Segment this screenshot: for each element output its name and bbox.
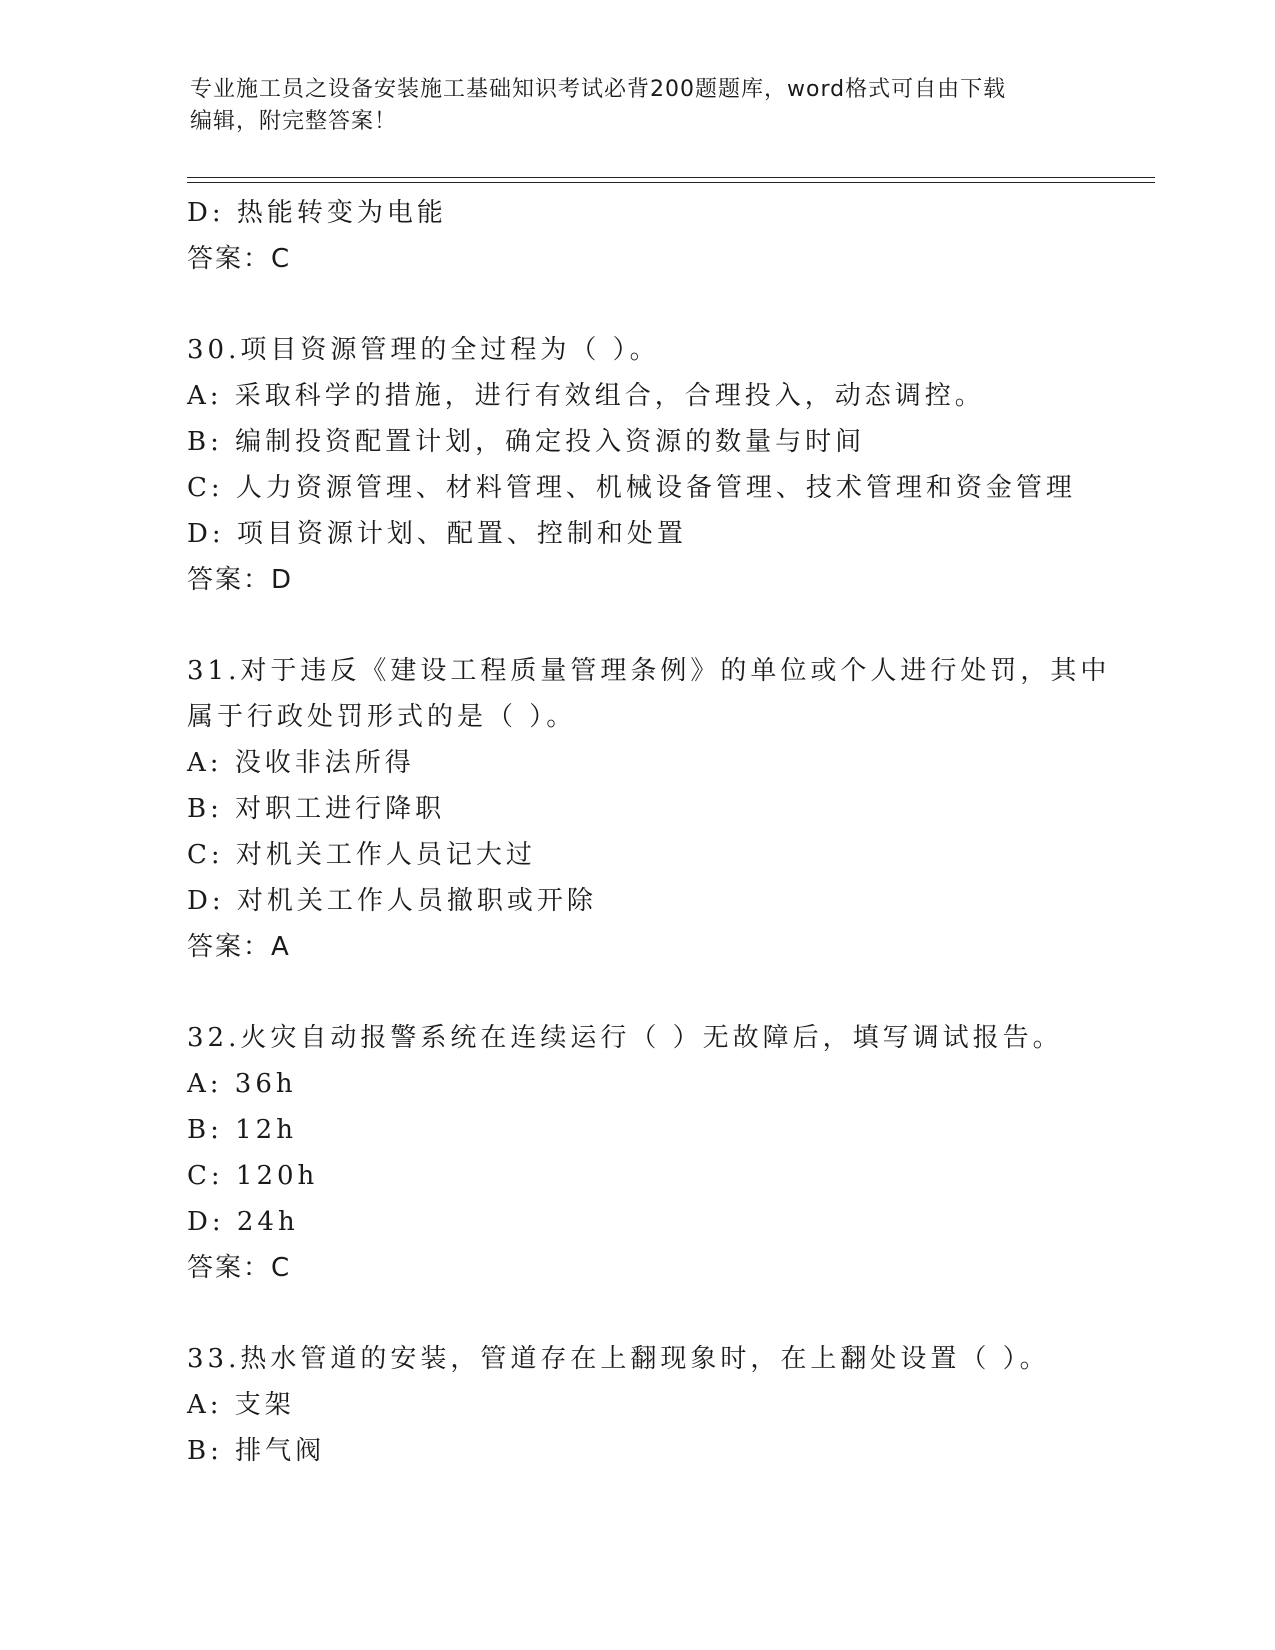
question-32	[187, 1015, 1087, 1291]
question-stem: 33.热水管道的安装，管道存在上翻现象时，在上翻处设置（ ）。	[187, 1344, 1050, 1374]
question-30	[187, 327, 1087, 603]
header-divider-bottom	[187, 182, 1155, 183]
question-33	[187, 1336, 1087, 1474]
document-header	[190, 74, 1090, 138]
option-b: B: 12h	[187, 1115, 297, 1145]
option-b: B: 排气阀	[187, 1436, 326, 1466]
question-stem: 32.火灾自动报警系统在连续运行（ ）无故障后，填写调试报告。	[187, 1023, 1063, 1053]
option-c: C: 人力资源管理、材料管理、机械设备管理、技术管理和资金管理	[187, 473, 1076, 503]
option-a: A: 没收非法所得	[187, 748, 415, 778]
question-stem-continued: 属于行政处罚形式的是（ ）。	[187, 702, 577, 732]
option-d: D: 热能转变为电能	[187, 198, 447, 228]
option-d: D: 对机关工作人员撤职或开除	[187, 886, 597, 916]
option-a: A: 采取科学的措施，进行有效组合，合理投入，动态调控。	[187, 381, 985, 411]
option-c: C: 120h	[187, 1161, 319, 1191]
option-a: A: 36h	[187, 1069, 297, 1099]
option-d: D: 24h	[187, 1207, 299, 1237]
question-31	[187, 648, 1111, 970]
question-stem: 30.项目资源管理的全过程为（ ）。	[187, 335, 660, 365]
document-body	[187, 190, 1111, 1474]
option-b: B: 编制投资配置计划，确定投入资源的数量与时间	[187, 427, 866, 457]
option-b: B: 对职工进行降职	[187, 794, 446, 824]
question-stem: 31.对于违反《建设工程质量管理条例》的单位或个人进行处罚，其中	[187, 656, 1111, 686]
carry-over-block	[187, 190, 1087, 282]
option-a: A: 支架	[187, 1390, 295, 1420]
answer-line: 答案：A	[187, 932, 291, 962]
header-divider-top	[187, 177, 1155, 178]
answer-line: 答案：D	[187, 565, 294, 595]
option-c: C: 对机关工作人员记大过	[187, 840, 536, 870]
answer-line: 答案：C	[187, 1253, 292, 1283]
option-d: D: 项目资源计划、配置、控制和处置	[187, 519, 687, 549]
answer-line: 答案：C	[187, 244, 292, 274]
header-title-line-2: 编辑，附完整答案！	[190, 109, 398, 134]
header-title-line-1: 专业施工员之设备安装施工基础知识考试必背200题题库，word格式可自由下载	[190, 77, 1007, 102]
